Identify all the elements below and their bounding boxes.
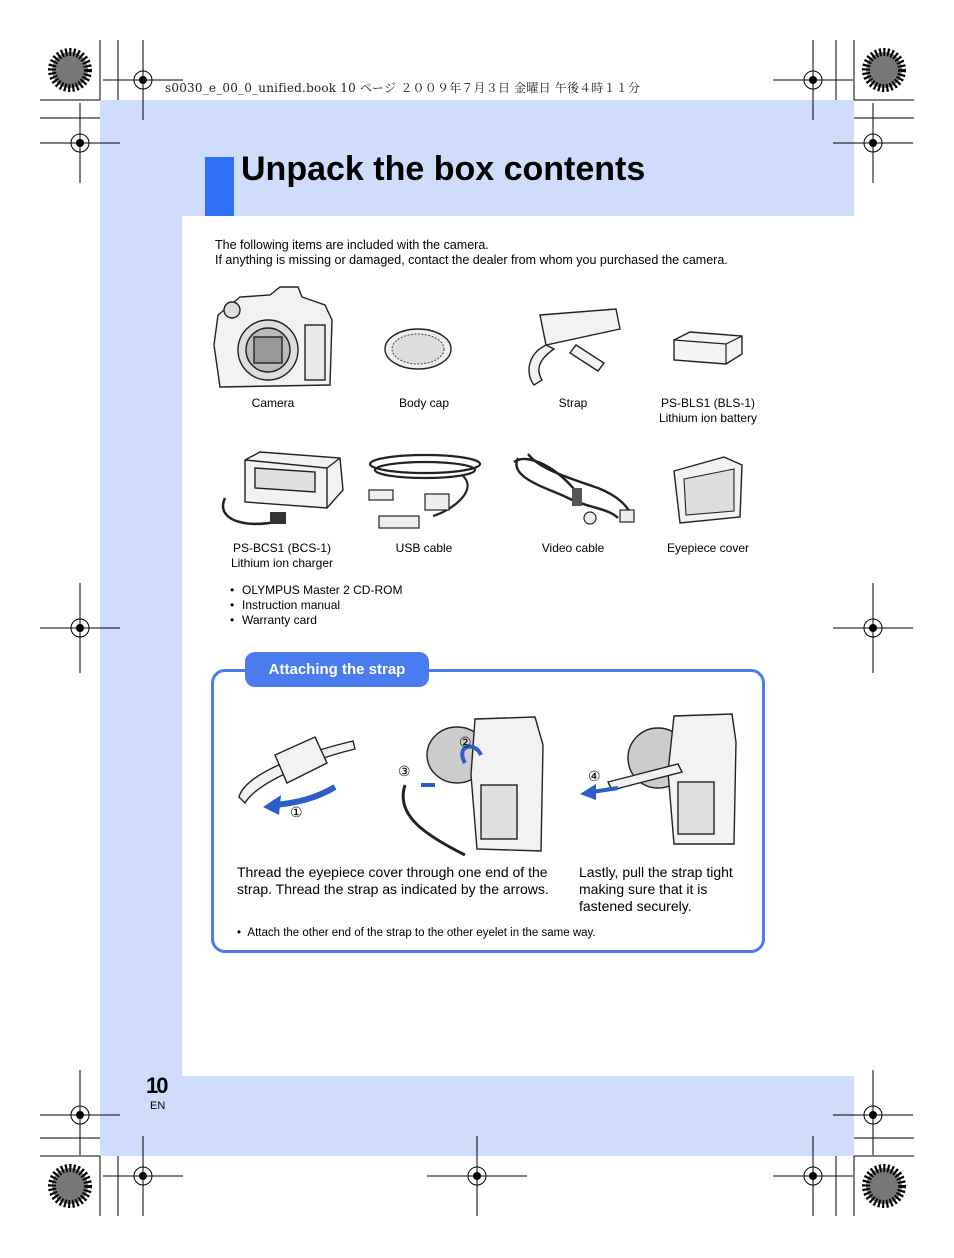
caption-video-cable: Video cable xyxy=(541,541,605,555)
list-item: • OLYMPUS Master 2 CD-ROM xyxy=(230,583,402,598)
caption-charger xyxy=(231,541,333,571)
step-number-4: ④ xyxy=(588,768,601,784)
caption-usb-cable: USB cable xyxy=(395,541,453,555)
attaching-strap-heading: Attaching the strap xyxy=(245,652,429,687)
strap-illustration xyxy=(526,305,626,390)
step-number-3: ③ xyxy=(398,763,411,779)
language-code: EN xyxy=(150,1100,166,1112)
camera-illustration xyxy=(210,285,340,395)
strap-step4-illustration xyxy=(578,712,743,852)
intro-line-1: The following items are included with the camera. xyxy=(215,238,489,252)
usb-cable-illustration xyxy=(363,450,481,535)
caption-eyepiece-cover: Eyepiece cover xyxy=(666,541,750,555)
strap-note xyxy=(237,927,596,939)
strap-instruction-2: Lastly, pull the strap tight making sure that it is fastened securely. xyxy=(579,864,733,914)
eyepiece-cover-illustration xyxy=(670,455,746,527)
title-accent-bar xyxy=(205,157,234,216)
included-items-list xyxy=(230,583,402,628)
intro-text xyxy=(215,238,728,268)
caption-battery-model: PS-BLS1 (BLS-1) xyxy=(660,396,756,410)
print-header-meta: s0030_e_00_0_unified.book 10 ページ ２００９年７月３日 金曜日 午後４時１１分 xyxy=(165,81,641,95)
battery-illustration xyxy=(670,330,746,368)
strap-instruction-1: Thread the eyepiece cover through one end of the strap. Thread the strap as indicated by the arrows. xyxy=(237,864,549,897)
caption-charger-model: PS-BCS1 (BCS-1) xyxy=(232,541,332,555)
caption-battery-type: Lithium ion battery xyxy=(658,411,758,425)
intro-line-2: If anything is missing or damaged, contact the dealer from whom you purchased the camera. xyxy=(215,253,728,267)
strap-step1-illustration xyxy=(235,725,360,815)
list-item: • Warranty card xyxy=(230,613,402,628)
strap-note-text: Attach the other end of the strap to the other eyelet in the same way. xyxy=(247,927,596,939)
caption-charger-type: Lithium ion charger xyxy=(230,556,334,570)
charger-illustration xyxy=(215,450,345,535)
caption-body-cap: Body cap xyxy=(398,396,450,410)
step-number-1: ① xyxy=(290,804,303,820)
body-cap-illustration xyxy=(383,325,453,375)
caption-battery xyxy=(659,396,757,426)
list-item: • Instruction manual xyxy=(230,598,402,613)
bullet-glyph: • xyxy=(237,927,248,939)
caption-camera: Camera xyxy=(251,396,295,410)
video-cable-illustration xyxy=(508,448,638,533)
page-number: 10 xyxy=(146,1073,167,1098)
page-title: Unpack the box contents xyxy=(241,150,646,188)
step-number-2: ② xyxy=(459,734,472,750)
caption-strap: Strap xyxy=(558,396,588,410)
